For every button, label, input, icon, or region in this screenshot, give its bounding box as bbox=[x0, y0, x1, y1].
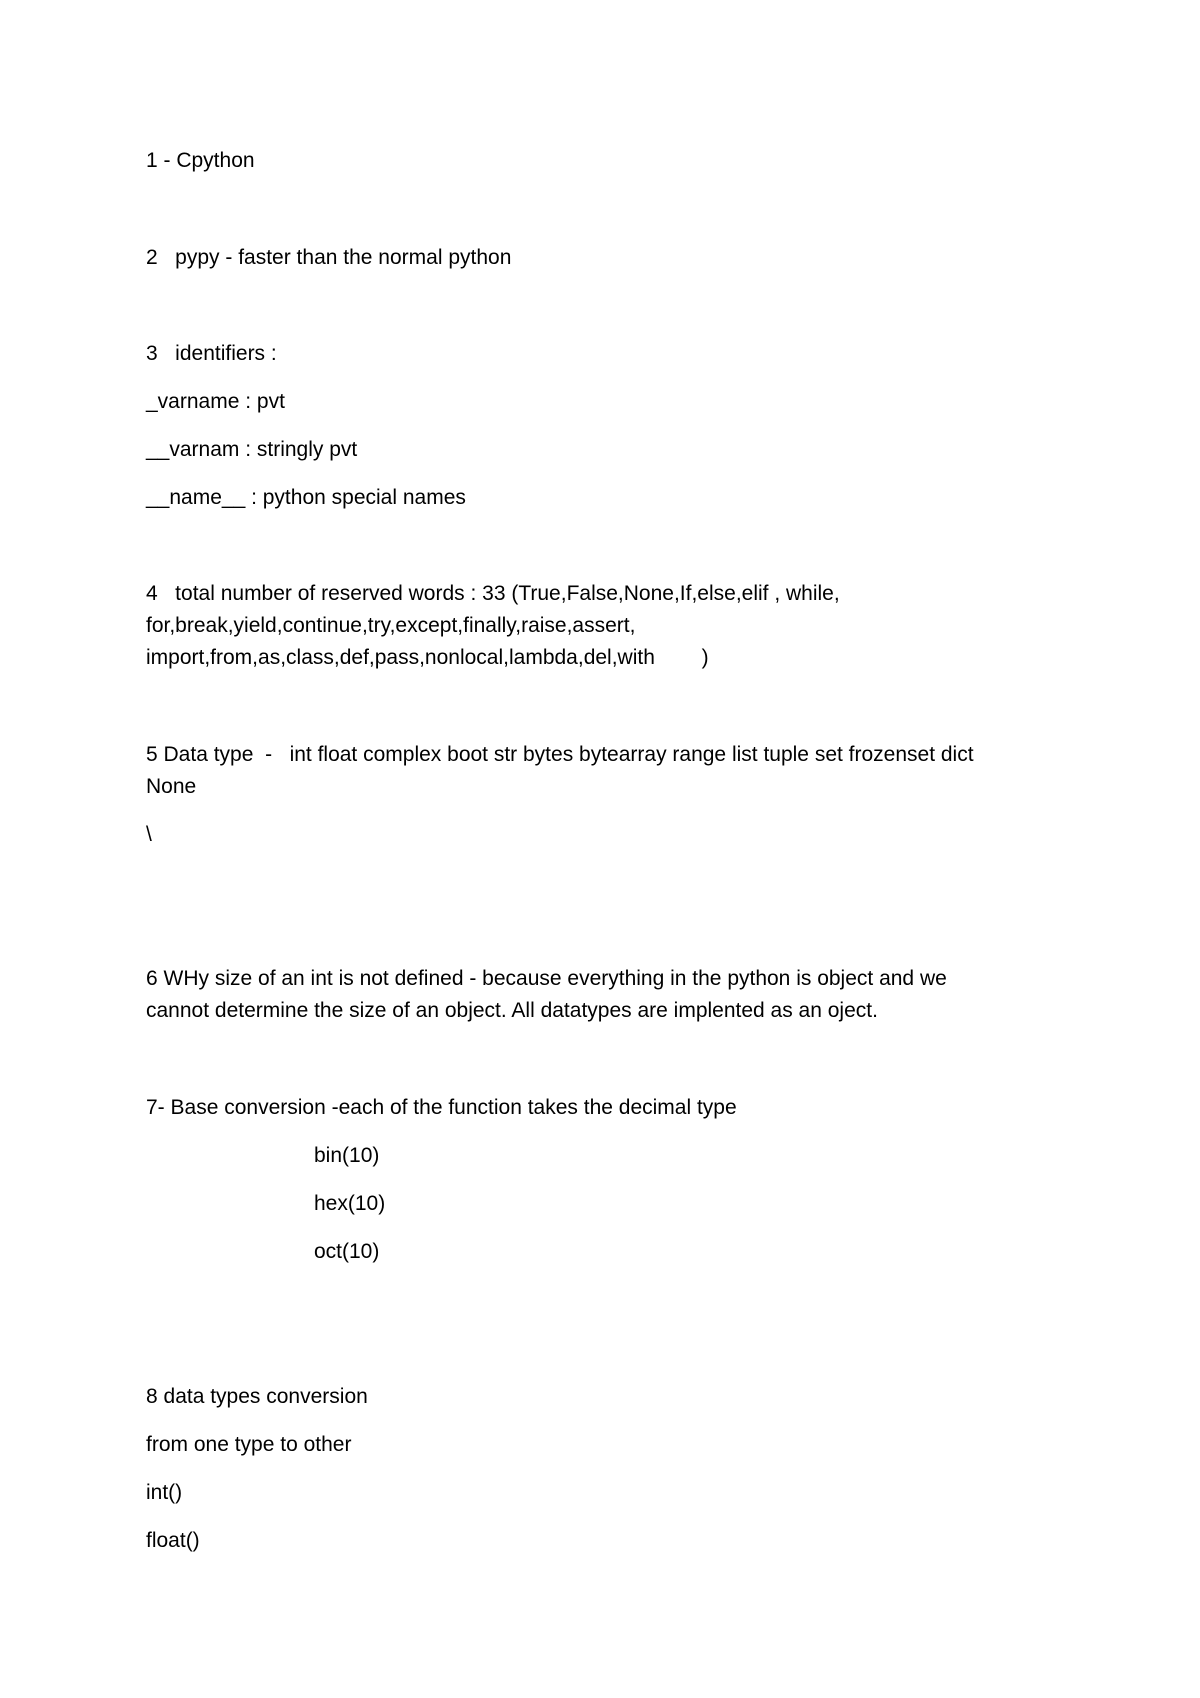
note-backslash: \ bbox=[146, 823, 152, 846]
note-identifier-private: _varname : pvt bbox=[146, 390, 285, 413]
note-identifier-strongly-private: __varnam : stringly pvt bbox=[146, 438, 358, 461]
note-data-types-line-1: 5 Data type - int float complex boot str bytes bytearray range list tuple set frozenset dict bbox=[146, 743, 974, 766]
note-bin-example: bin(10) bbox=[314, 1144, 380, 1167]
note-type-conversion-heading: 8 data types conversion bbox=[146, 1385, 368, 1408]
note-reserved-words-line-2: for,break,yield,continue,try,except,finally,raise,assert, bbox=[146, 614, 636, 637]
note-oct-example: oct(10) bbox=[314, 1240, 380, 1263]
note-identifier-special: __name__ : python special names bbox=[146, 486, 466, 509]
note-reserved-words-line-1: 4 total number of reserved words : 33 (True,False,None,If,else,elif , while, bbox=[146, 582, 840, 605]
note-reserved-words-line-3: import,from,as,class,def,pass,nonlocal,lambda,del,with ) bbox=[146, 646, 709, 669]
note-pypy: 2 pypy - faster than the normal python bbox=[146, 246, 512, 269]
note-cpython: 1 - Cpython bbox=[146, 149, 255, 172]
note-int-size-line-2: cannot determine the size of an object. All datatypes are implented as an oject. bbox=[146, 999, 878, 1022]
note-float-function: float() bbox=[146, 1529, 200, 1552]
note-data-types-line-2: None bbox=[146, 775, 197, 798]
note-int-function: int() bbox=[146, 1481, 183, 1504]
note-identifiers-heading: 3 identifiers : bbox=[146, 342, 277, 365]
note-type-conversion-desc: from one type to other bbox=[146, 1433, 352, 1456]
note-hex-example: hex(10) bbox=[314, 1192, 386, 1215]
note-base-conversion: 7- Base conversion -each of the function takes the decimal type bbox=[146, 1096, 737, 1119]
note-int-size-line-1: 6 WHy size of an int is not defined - because everything in the python is object and we bbox=[146, 967, 947, 990]
